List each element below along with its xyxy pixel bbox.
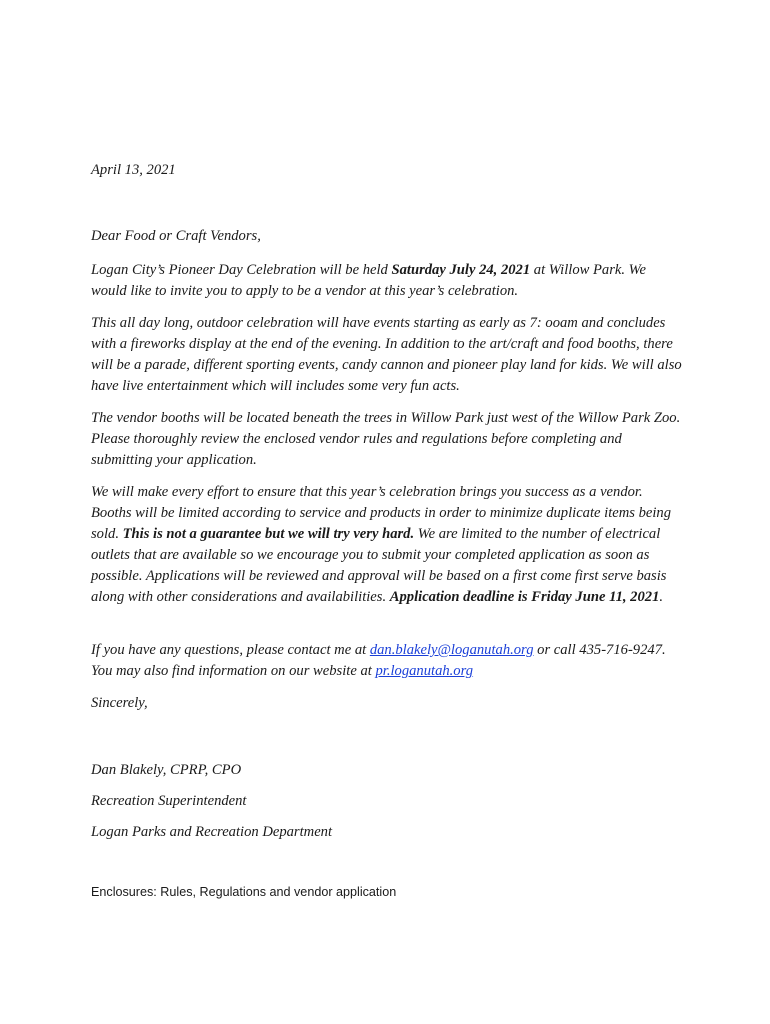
paragraph-location <box>91 408 683 471</box>
salutation: Dear Food or Craft Vendors, <box>91 228 261 244</box>
closing: Sincerely, <box>91 695 148 711</box>
paragraph-events-text: This all day long, outdoor celebration will have events starting as early as 7: ooam and concludes with a fireworks display at the end of the evening. In addition to the art/craft and food booths, there will be a parade, different sporting events, candy cannon and pioneer play land for kids. We will also have live entertainment which will includes some very fun acts. <box>91 315 682 394</box>
paragraph-location-text: The vendor booths will be located beneath the trees in Willow Park just west of the Willow Park Zoo. Please thoroughly review the enclosed vendor rules and regulations before completing and submitting your application. <box>91 410 681 468</box>
enclosures-note: Enclosures: Rules, Regulations and vendor application <box>91 885 397 899</box>
email-link[interactable]: dan.blakely@loganutah.org <box>369 642 534 658</box>
application-deadline: Application deadline is Friday June 11, 2021 <box>389 589 660 605</box>
paragraph-invitation-text-a: Logan City’s Pioneer Day Celebration will be held <box>91 262 392 278</box>
paragraph-booths <box>91 482 683 608</box>
signature-title: Recreation Superintendent <box>91 793 247 809</box>
paragraph-events <box>91 313 683 397</box>
paragraph-invitation-text-b: at Willow Park. We would like to invite you to apply to be a vendor at this year’s celebration. <box>91 262 646 299</box>
website-link[interactable]: pr.loganutah.org <box>375 663 474 679</box>
paragraph-booths-text-c: . <box>659 589 664 605</box>
paragraph-contact <box>91 640 683 682</box>
paragraph-invitation <box>91 260 683 302</box>
paragraph-contact-text-b: or call 435-716-9247. You may also find information on our website at <box>91 642 666 679</box>
letter-date: April 13, 2021 <box>91 162 176 178</box>
paragraph-booths-text-a: We will make every effort to ensure that this year’s celebration brings you success as a vendor. Booths will be limited according to service and products in order to minimize duplicate items being sold. <box>91 484 672 542</box>
signature-department: Logan Parks and Recreation Department <box>91 824 333 840</box>
signature-name: Dan Blakely, CPRP, CPO <box>91 762 242 778</box>
paragraph-contact-text-a: If you have any questions, please contact me at <box>91 642 370 658</box>
paragraph-booths-text-b: We are limited to the number of electrical outlets that are available so we encourage you to submit your completed application as soon as possible. Applications will be reviewed and approval will be based on a first come first serve basis along with other considerations and availabilities. <box>91 526 667 605</box>
event-date: Saturday July 24, 2021 <box>391 262 531 278</box>
guarantee-notice: This is not a guarantee but we will try very hard. <box>122 526 415 542</box>
